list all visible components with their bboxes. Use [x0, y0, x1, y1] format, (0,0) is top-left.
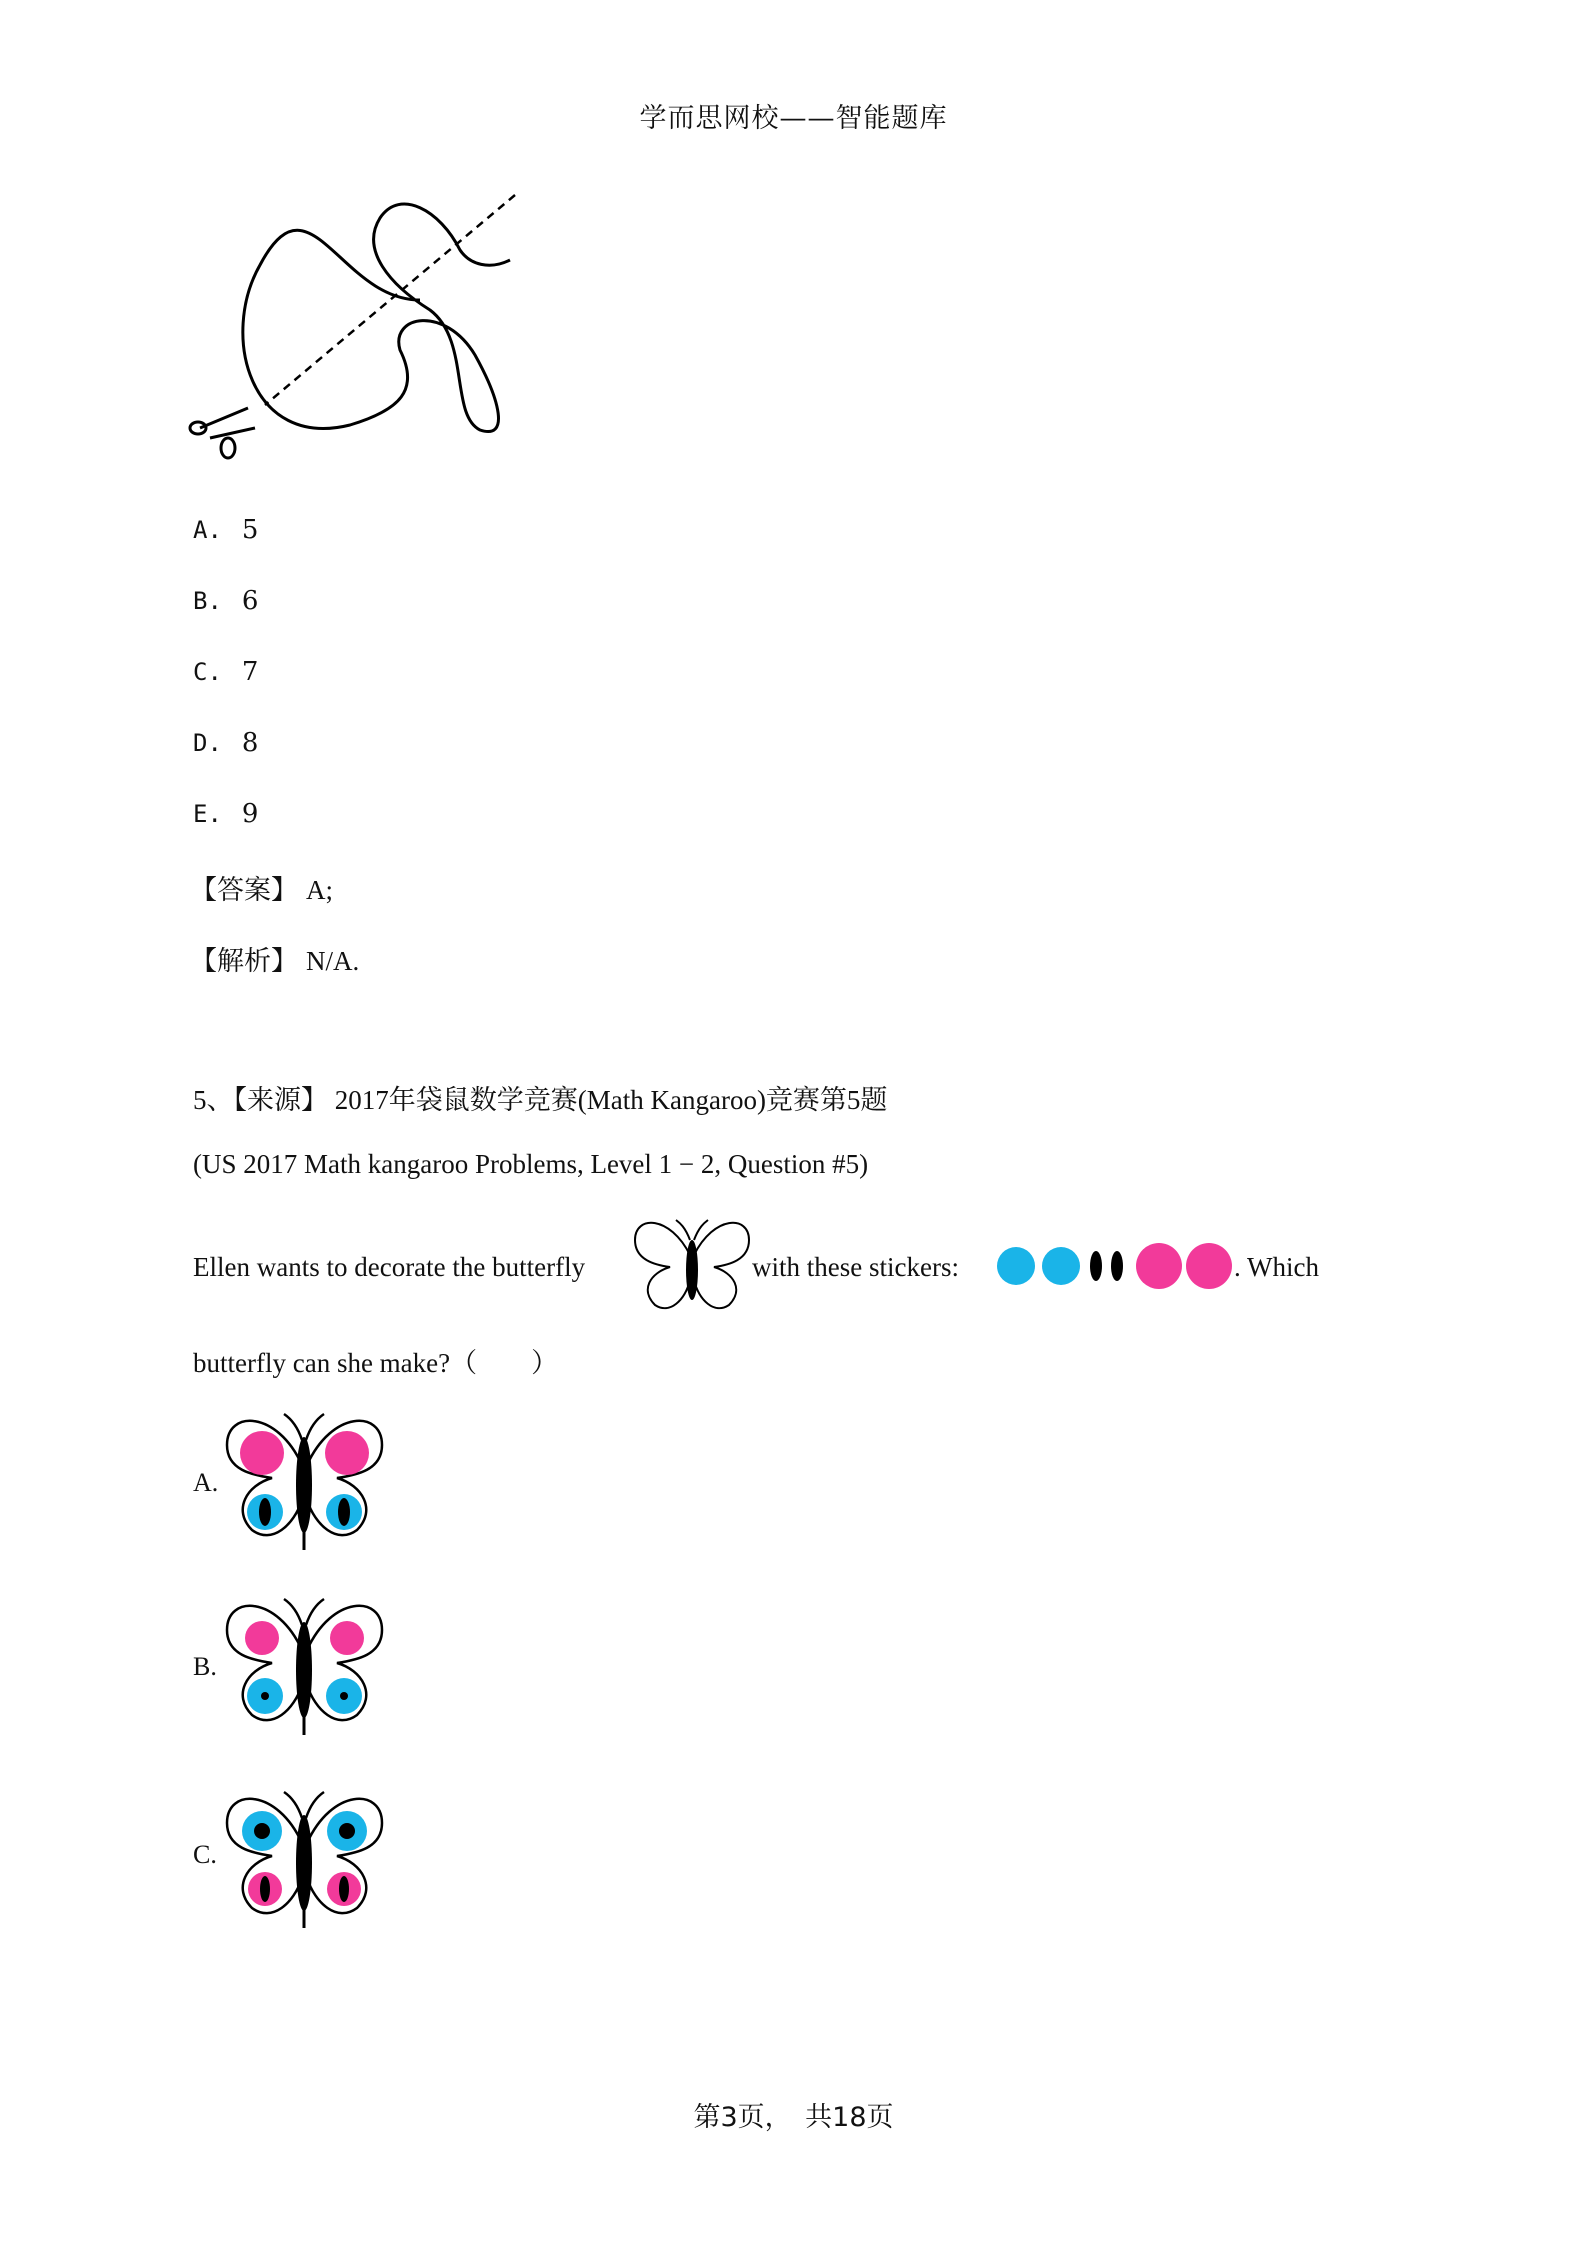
- option-e: E. 9: [193, 799, 259, 829]
- butterfly-choice-c: [222, 1788, 387, 1930]
- pink-sticker-2: [1186, 1243, 1232, 1289]
- cut-curve-figure: [190, 190, 550, 480]
- choice-a-label: A.: [193, 1468, 219, 1497]
- question5-text-part1: Ellen wants to decorate the butterfly: [193, 1252, 586, 1282]
- question5-source-english: (US 2017 Math kangaroo Problems, Level 1 − 2, Question #5): [193, 1149, 869, 1179]
- page-footer: 第3页， 共18页: [693, 2102, 894, 2133]
- option-a: A. 5: [193, 515, 259, 545]
- curve-path: [243, 204, 510, 431]
- analysis-line: 【解析】 N/A.: [190, 946, 360, 977]
- option-d: D. 8: [193, 728, 259, 758]
- scissors-icon: [190, 408, 255, 458]
- question5-source: 5、【来源】 2017年袋鼠数学竞赛(Math Kangaroo)竞赛第5题: [193, 1085, 888, 1115]
- pink-sticker-1: [1136, 1243, 1182, 1289]
- question5-text-part2: with these stickers:: [752, 1252, 959, 1282]
- black-sticker-1: [1090, 1251, 1102, 1281]
- black-sticker-2: [1111, 1251, 1123, 1281]
- butterfly-choice-a: [222, 1410, 387, 1552]
- option-c: C. 7: [193, 657, 259, 687]
- option-b: B. 6: [193, 586, 259, 616]
- question5-text-line2: butterfly can she make?（ ）: [193, 1348, 559, 1378]
- dashed-cut-line: [265, 195, 515, 405]
- answer-line: 【答案】 A;: [190, 875, 333, 906]
- question5-text-part3: . Which: [1234, 1252, 1319, 1282]
- choice-b-label: B.: [193, 1652, 217, 1681]
- choice-c-label: C.: [193, 1840, 217, 1869]
- blue-sticker-2: [1042, 1247, 1080, 1285]
- butterfly-choice-b: [222, 1595, 387, 1737]
- blue-sticker-1: [997, 1247, 1035, 1285]
- plain-butterfly-image: [630, 1215, 754, 1320]
- page-header-title: 学而思网校——智能题库: [639, 103, 948, 134]
- stickers-image: [995, 1240, 1235, 1290]
